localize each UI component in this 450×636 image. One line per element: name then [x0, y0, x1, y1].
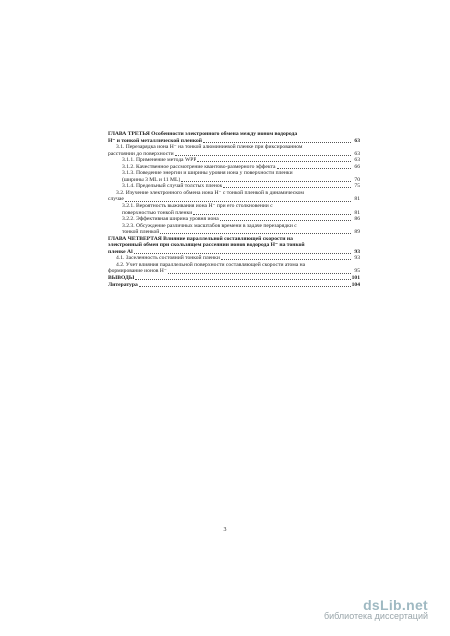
leader-dots — [168, 272, 351, 274]
leader-dots — [203, 141, 351, 143]
toc-section-4-1 — [108, 255, 360, 262]
toc-page-number: 95 — [354, 268, 360, 275]
toc-page-number: 101 — [351, 275, 360, 282]
toc-text: 3.2.3. Обсуждение различных масштабов времени в задаче перезарядки с — [122, 222, 297, 229]
toc-text: 3.2.2. Эффективная ширина уровня иона — [122, 216, 219, 223]
toc-section-3-2-line — [108, 196, 360, 203]
toc-page-number: 86 — [354, 216, 360, 223]
watermark-main-text: dsLib.net — [363, 597, 428, 613]
table-of-contents — [108, 131, 360, 288]
leader-dots — [181, 180, 351, 182]
toc-page-number: 70 — [354, 176, 360, 183]
leader-dots — [221, 258, 351, 260]
toc-page-number: 66 — [354, 163, 360, 170]
toc-text: 3.1.2. Качественное рассмотрение квантово-размерного эффекта — [122, 163, 276, 170]
toc-page-number: 81 — [354, 209, 360, 216]
toc-section-3-2-3-line — [108, 229, 360, 236]
toc-section-3-2-2 — [108, 216, 360, 223]
toc-page-number: 63 — [354, 150, 360, 157]
toc-text: электронный обмен при скользящем рассеянии ионов водорода H⁻ на тонкой — [108, 242, 305, 249]
toc-text: H⁻ и тонкой металлической пленкой — [108, 137, 203, 144]
toc-page-number: 63 — [354, 137, 360, 144]
toc-text: ГЛАВА ЧЕТВЕРТАЯ Влияние параллельной составляющей скорости на — [108, 235, 293, 242]
toc-text: (ширины 3 ML и 11 ML) — [122, 176, 181, 183]
leader-dots — [223, 186, 351, 188]
toc-text: случае — [108, 196, 124, 203]
toc-page-number: 89 — [354, 229, 360, 236]
toc-page-number: 75 — [354, 183, 360, 190]
toc-text: 3.1.1. Применение метода WPP — [122, 157, 197, 164]
toc-text: 3.2. Изучение электронного обмена иона H⁻ с тонкой пленкой в динамическом — [116, 189, 304, 196]
toc-text: Литература — [108, 281, 138, 288]
toc-text: 3.1.3. Поведение энергии и ширины уровня иона у поверхности пленки — [122, 170, 293, 177]
toc-section-3-1-2 — [108, 164, 360, 171]
leader-dots — [125, 200, 351, 202]
toc-text: 3.2.1. Вероятность выживания иона H⁻ при его столкновении с — [122, 203, 273, 210]
toc-text: формирование ионов H⁻ — [108, 268, 167, 275]
toc-text: ВЫВОДЫ — [108, 275, 135, 282]
leader-dots — [134, 252, 351, 254]
toc-text: 4.2. Учет влияния параллельной поверхности составляющей скорости атома на — [116, 261, 306, 268]
toc-text: расстоянии до поверхности — [108, 150, 174, 157]
toc-text: пленке Al — [108, 248, 133, 255]
toc-page-number: 93 — [354, 248, 360, 255]
leader-dots — [139, 285, 351, 287]
toc-text: ГЛАВА ТРЕТЬЯ Особенности электронного обмена между ионом водорода — [108, 131, 298, 137]
toc-page-number: 63 — [354, 157, 360, 164]
toc-text: 4.1. Заселенность состояний тонкой пленки — [116, 255, 220, 262]
leader-dots — [277, 167, 351, 169]
leader-dots — [220, 219, 351, 221]
toc-chapter-3-line — [108, 138, 360, 145]
page-number: 3 — [223, 527, 227, 533]
toc-page-number: 81 — [354, 196, 360, 203]
leader-dots — [193, 213, 351, 215]
toc-section-3-1-4 — [108, 183, 360, 190]
toc-literature — [108, 282, 360, 289]
toc-text: 3.1.4. Предельный случай толстых пленок — [122, 183, 223, 190]
watermark-sub-text: библиотека диссертаций — [323, 611, 428, 621]
toc-text: поверхностью тонкой пленки — [122, 209, 193, 216]
leader-dots — [197, 160, 351, 162]
leader-dots — [160, 232, 351, 234]
toc-text: тонкой пленкой — [122, 229, 160, 236]
toc-page-number: 104 — [351, 281, 360, 288]
toc-text: 3.1. Перезарядка иона H⁻ на тонкой алюминиевой пленке при фиксированном — [116, 144, 303, 151]
toc-page-number: 93 — [354, 255, 360, 262]
leader-dots — [175, 154, 351, 156]
leader-dots — [135, 278, 350, 280]
watermark-logo — [324, 597, 428, 621]
